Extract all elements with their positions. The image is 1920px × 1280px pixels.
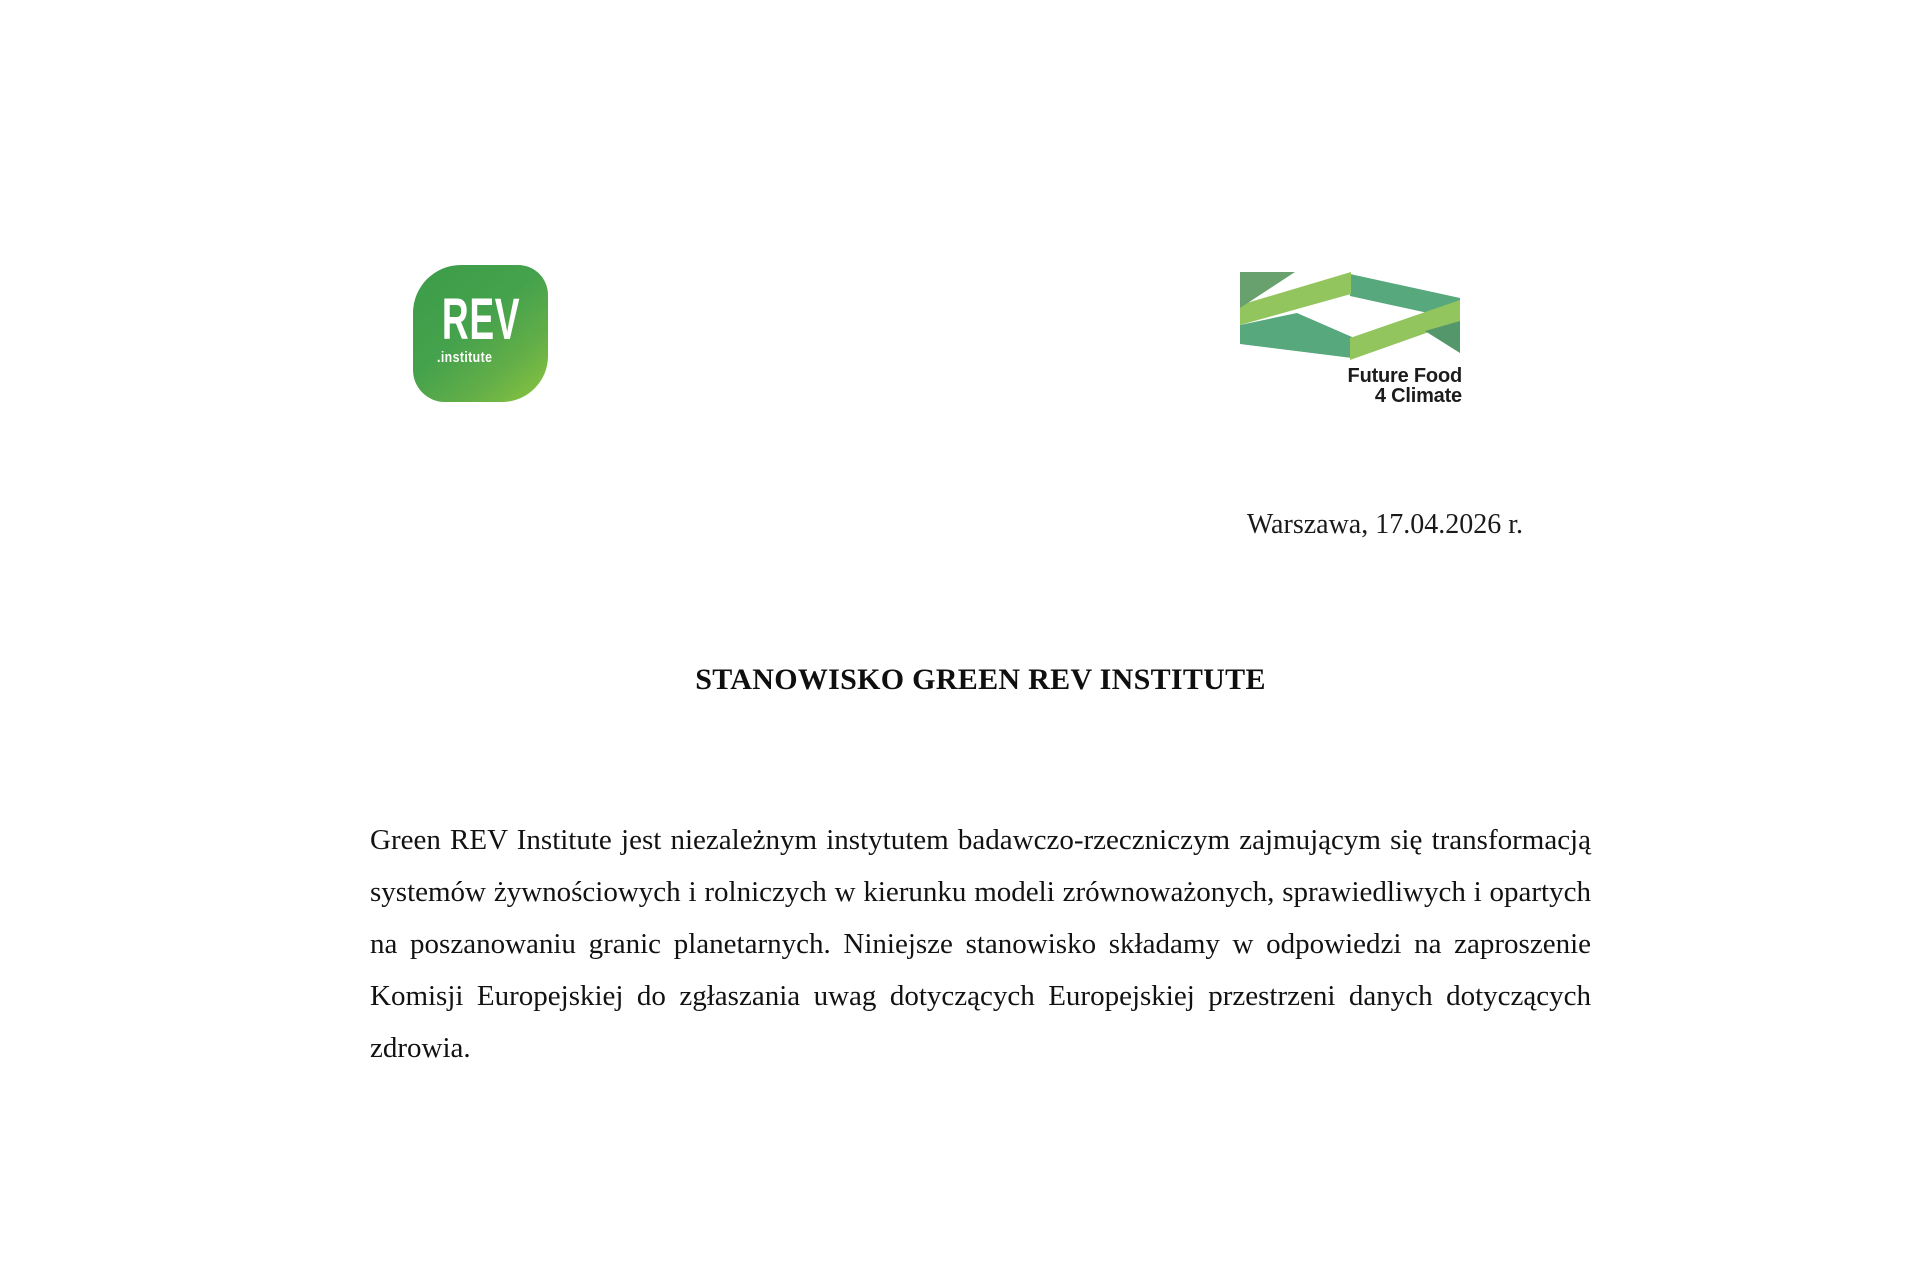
ribbon-diamond-icon: [1240, 268, 1462, 363]
body-paragraph: Green REV Institute jest niezależnym instytutem badawczo-rzeczniczym zajmującym się transformacją systemów żywnościowych i rolniczych w kierunku modeli zrównoważonych, sprawiedliwych i opartych na poszanowaniu granic planetarnych. Niniejsze stanowisko składamy w odpowiedzi na zaproszenie Komisji Europejskiej do zgłaszania uwag dotyczących Europejskiej przestrzeni danych dotyczących zdrowia.: [370, 824, 1591, 1064]
ff4c-logo-text-line2: 4 Climate: [1374, 385, 1462, 407]
rev-logo-domain: .institute: [437, 349, 493, 366]
green-rev-institute-logo: [413, 265, 548, 402]
future-food-4-climate-logo: [1240, 268, 1462, 406]
ff4c-logo-text-line1: Future Food: [1347, 365, 1462, 387]
date-line: Warszawa, 17.04.2026 r.: [1246, 509, 1523, 540]
rev-logo-wordmark: REV: [441, 287, 520, 352]
document-title: STANOWISKO GREEN REV INSTITUTE: [695, 663, 1266, 696]
ff4c-logo-text: [1240, 366, 1462, 406]
